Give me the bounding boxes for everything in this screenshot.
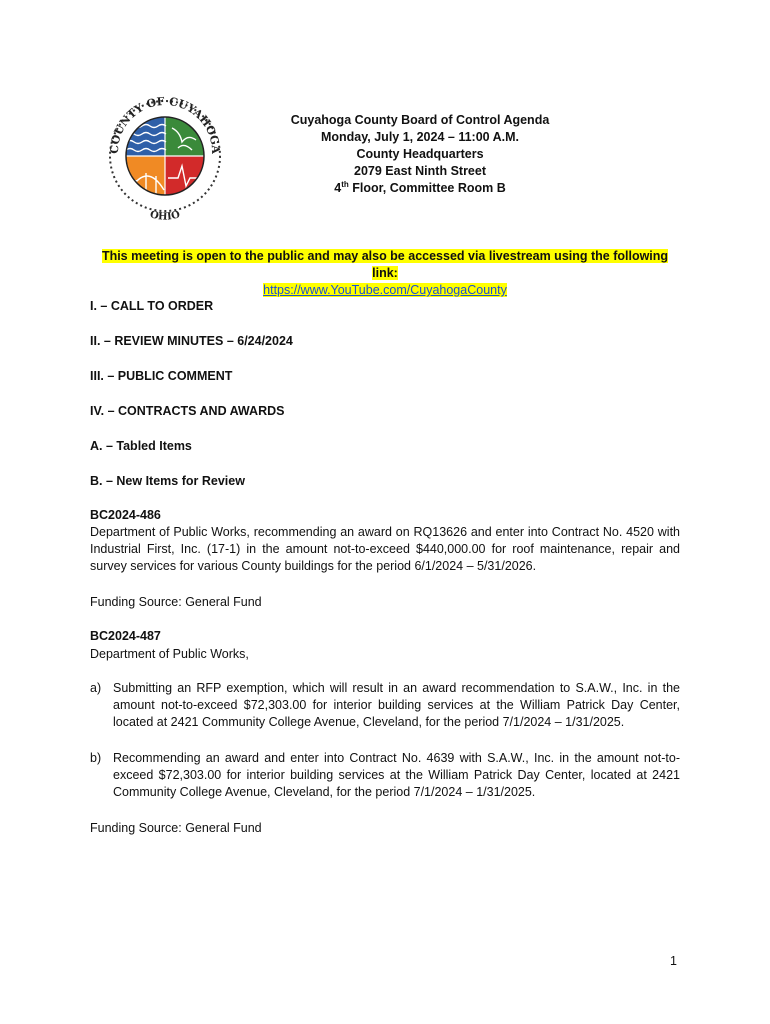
list-item xyxy=(90,750,680,801)
meeting-date: Monday, July 1, 2024 – 11:00 A.M. xyxy=(320,130,519,144)
livestream-link[interactable]: https://www.YouTube.com/CuyahogaCounty xyxy=(263,283,507,297)
location-street: 2079 East Ninth Street xyxy=(354,164,486,178)
list-item-text: Recommending an award and enter into Contract No. 4639 with S.A.W., Inc. in the amount not-to-exceed $72,303.00 for interior building services at the William Patrick Day Center, located at 2421 Community College Avenue, Cleveland, for the period 7/1/2024 – 1/31/2025. xyxy=(113,751,680,799)
location-name: County Headquarters xyxy=(356,147,484,161)
county-seal-logo xyxy=(100,90,230,225)
list-marker: b) xyxy=(90,751,102,765)
section-tabled-items: A. – Tabled Items xyxy=(90,439,192,453)
livestream-notice xyxy=(90,248,680,299)
section-public-comment: III. – PUBLIC COMMENT xyxy=(90,369,233,383)
funding-source: Funding Source: General Fund xyxy=(90,821,262,835)
section-review-minutes: II. – REVIEW MINUTES – 6/24/2024 xyxy=(90,334,293,348)
seal-top-text: COUNTY OF CUYAHOGA xyxy=(107,94,223,155)
list-marker: a) xyxy=(90,681,102,695)
list-item xyxy=(90,680,680,731)
list-item-text: Submitting an RFP exemption, which will result in an award recommendation to S.A.W., Inc. in the amount not-to-exceed $72,303.00 for interior building services at the William Patrick Day Center, located at 2421 Community College Avenue, Cleveland, for the period 7/1/2024 – 1/31/2025. xyxy=(113,681,680,729)
notice-text: This meeting is open to the public and may also be accessed via livestream using the following link: xyxy=(101,249,669,280)
location-room: 4th Floor, Committee Room B xyxy=(334,179,506,195)
item-id: BC2024-486 xyxy=(90,508,161,522)
section-call-to-order: I. – CALL TO ORDER xyxy=(90,299,214,313)
item-id: BC2024-487 xyxy=(90,629,161,643)
page-number: 1 xyxy=(670,954,677,968)
item-description: Department of Public Works, xyxy=(90,647,249,661)
seal-bottom-text: OHIO xyxy=(148,209,182,223)
agenda-title: Cuyahoga County Board of Control Agenda xyxy=(290,113,550,127)
funding-source: Funding Source: General Fund xyxy=(90,595,262,609)
section-new-items: B. – New Items for Review xyxy=(90,474,245,488)
agenda-header xyxy=(250,112,590,197)
item-description: Department of Public Works, recommending an award on RQ13626 and enter into Contract No. 4520 with Industrial First, Inc. (17-1) in the amount not-to-exceed $440,000.00 for roof maintenance, repair and survey services for various County buildings for the period 6/1/2024 – 5/31/2026. xyxy=(90,525,680,573)
section-contracts-awards: IV. – CONTRACTS AND AWARDS xyxy=(90,404,285,418)
